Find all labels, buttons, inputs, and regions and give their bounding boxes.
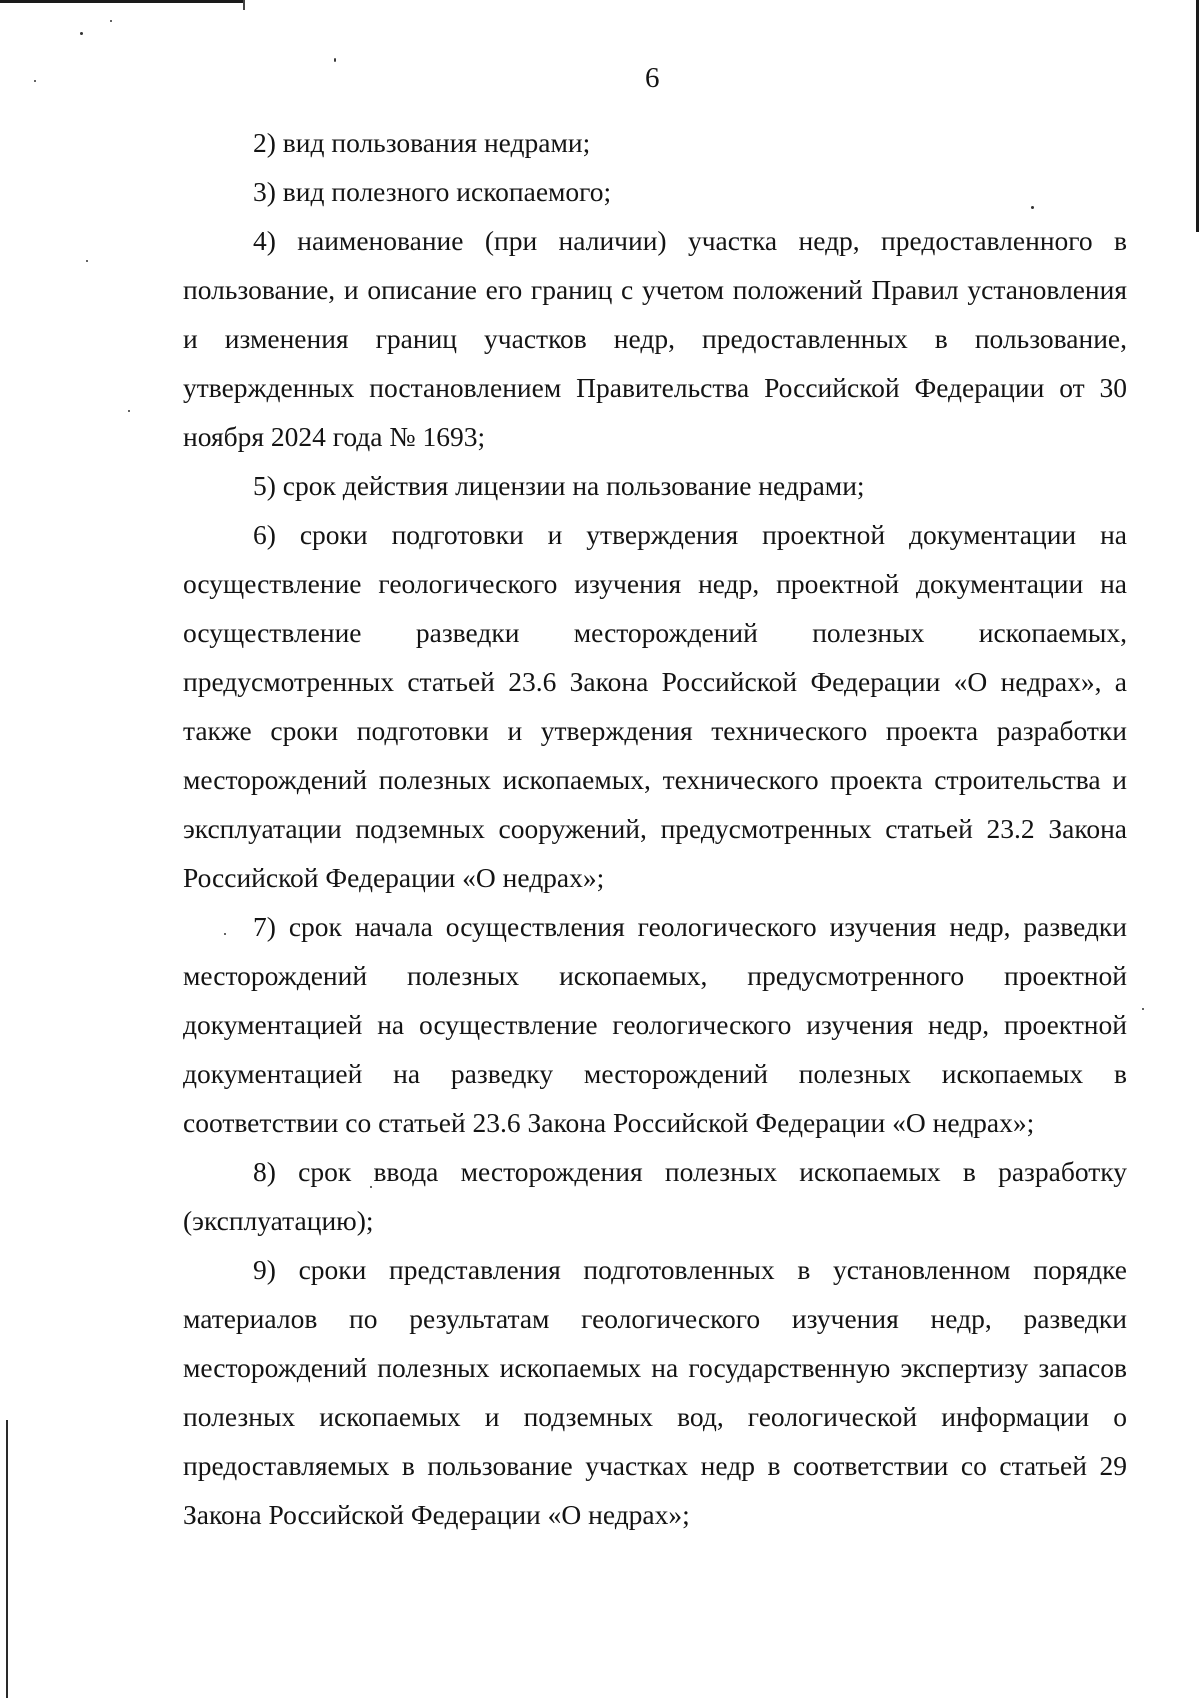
paragraph-item-9: 9) сроки представления подготовленных в установленном порядке материалов по результатам геологического изучения недр, разведки месторождений полезных ископаемых на государственную экспертизу запасов полезных ископаемых и подземных вод, геологической информации о предоставляемых в пользование участках недр в соответствии со статьей 29 Закона Российской Федерации «О недрах»;	[183, 1254, 1127, 1530]
paragraph-item-4: 4) наименование (при наличии) участка недр, предоставленного в пользование, и описание его границ с учетом положений Правил установления и изменения границ участков недр, предоставленных в пользование, утвержденных постановлением Правительства Российской Федерации от 30 ноября 2024 года № 1693;	[183, 225, 1127, 452]
scan-speck	[86, 260, 88, 262]
paragraph-item-6: 6) сроки подготовки и утверждения проектной документации на осуществление геологического изучения недр, проектной документации на осуществление разведки месторождений полезных ископаемых, предусмотренных статьей 23.6 Закона Российской Федерации «О недрах», а также сроки подготовки и утверждения технического проекта разработки месторождений полезных ископаемых, технического проекта строительства и эксплуатации подземных сооружений, предусмотренных статьей 23.2 Закона Российской Федерации «О недрах»;	[183, 519, 1127, 893]
scan-border-left	[6, 1420, 8, 1698]
scan-speck	[334, 58, 336, 62]
paragraph-item-5: 5) срок действия лицензии на пользование недрами;	[253, 470, 865, 501]
paragraph-item-3: 3) вид полезного ископаемого;	[253, 176, 612, 207]
paragraph-item-8: 8) срок ввода месторождения полезных ископаемых в разработку (эксплуатацию);	[183, 1156, 1127, 1236]
scan-speck	[110, 20, 112, 22]
scan-speck	[34, 80, 36, 82]
scan-speck	[80, 32, 83, 35]
scan-border-right	[1196, 0, 1199, 232]
page-number: 6	[645, 62, 660, 94]
scan-speck	[1142, 1008, 1144, 1010]
document-body	[183, 118, 1127, 1539]
paragraph-item-7: 7) срок начала осуществления геологического изучения недр, разведки месторождений полезных ископаемых, предусмотренного проектной документацией на осуществление геологического изучения недр, проектной документацией на разведку месторождений полезных ископаемых в соответствии со статьей 23.6 Закона Российской Федерации «О недрах»;	[183, 911, 1127, 1138]
paragraph-item-2: 2) вид пользования недрами;	[253, 127, 591, 158]
scan-speck	[128, 410, 130, 412]
scan-border-tick	[243, 0, 245, 10]
scan-border-top	[0, 0, 243, 3]
